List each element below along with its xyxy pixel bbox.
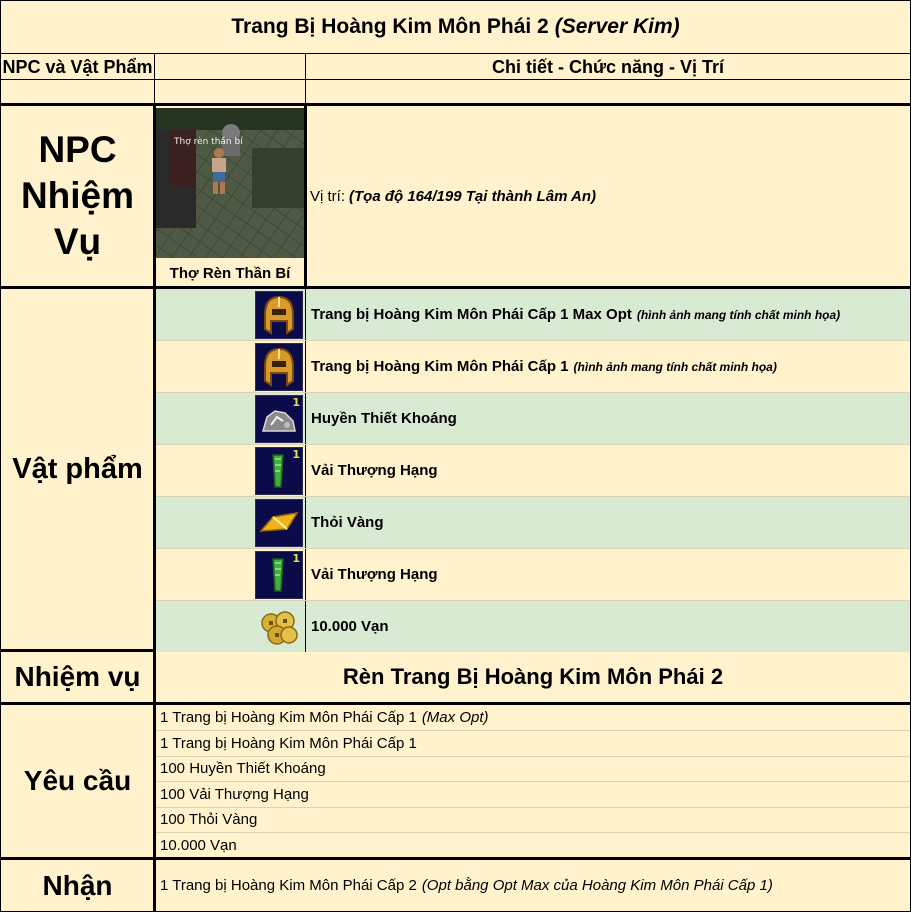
npc-screenshot xyxy=(156,108,304,258)
quest-name: Rèn Trang Bị Hoàng Kim Môn Phái 2 xyxy=(342,664,724,689)
npc-label-line2: Nhiệm xyxy=(20,175,135,216)
divider xyxy=(1,53,910,54)
requirement-row xyxy=(160,756,910,781)
location-prefix: Vị trí: xyxy=(310,187,346,205)
item-name: 10.000 Vạn xyxy=(311,618,389,635)
item-row-label xyxy=(306,497,910,548)
reward-section-label: Nhận xyxy=(42,869,113,901)
gold-helmet-icon xyxy=(255,291,303,339)
ore-icon xyxy=(255,395,303,443)
reward-text: 1 Trang bị Hoàng Kim Môn Phái Cấp 2 xyxy=(160,877,417,894)
requirement-text: 10.000 Vạn xyxy=(160,837,237,854)
divider xyxy=(1,79,910,80)
reward-note: (Opt bằng Opt Max của Hoàng Kim Môn Phái Cấp 1) xyxy=(421,877,773,894)
cloth-icon xyxy=(255,447,303,495)
requirement-row xyxy=(160,731,910,756)
item-row-label xyxy=(306,445,910,496)
requirement-row xyxy=(160,782,910,807)
item-name: Vải Thượng Hạng xyxy=(311,462,438,479)
item-quantity-badge: 1 xyxy=(292,448,300,461)
requirement-row xyxy=(160,833,910,858)
item-quantity-badge: 1 xyxy=(292,396,300,409)
item-quantity-badge: 1 xyxy=(292,552,300,565)
divider xyxy=(1,103,910,106)
item-name: Trang bị Hoàng Kim Môn Phái Cấp 1 Max Opt xyxy=(311,306,632,323)
gold-helmet-icon xyxy=(255,343,303,391)
header-npc-items: NPC và Vật Phẩm xyxy=(2,56,153,77)
divider xyxy=(154,53,155,103)
requirement-text: 1 Trang bị Hoàng Kim Môn Phái Cấp 1 xyxy=(160,735,417,752)
item-name: Thỏi Vàng xyxy=(311,514,384,531)
npc-section-label xyxy=(1,106,154,286)
item-row-label xyxy=(306,341,910,392)
item-row-label xyxy=(306,289,910,340)
item-name: Huyền Thiết Khoáng xyxy=(311,410,457,427)
reward-detail xyxy=(160,860,910,911)
npc-name: Thợ Rèn Thần Bí xyxy=(169,264,291,282)
requirement-row xyxy=(160,807,910,832)
item-row-label xyxy=(306,601,910,652)
cloth-icon xyxy=(255,551,303,599)
title-main: Trang Bị Hoàng Kim Môn Phái 2 xyxy=(231,15,549,38)
npc-location xyxy=(310,106,910,286)
sheet-title xyxy=(1,1,910,53)
header-details: Chi tiết - Chức năng - Vị Trí xyxy=(491,56,725,77)
requirement-text: 100 Vải Thượng Hạng xyxy=(160,786,309,803)
item-note: (hình ảnh mang tính chất minh họa) xyxy=(636,307,841,322)
location-detail: (Tọa độ 164/199 Tại thành Lâm An) xyxy=(349,187,597,205)
npc-label-line1: NPC xyxy=(38,129,117,170)
quest-section-label: Nhiệm vụ xyxy=(14,661,141,692)
item-row-label xyxy=(306,393,910,444)
coins-icon xyxy=(255,603,303,651)
title-server: (Server Kim) xyxy=(554,15,680,38)
items-section-label: Vật phẩm xyxy=(12,452,143,485)
requirements-section-label: Yêu cầu xyxy=(23,765,132,796)
divider xyxy=(304,103,307,286)
item-note: (hình ảnh mang tính chất minh họa) xyxy=(573,359,777,374)
requirement-note: (Max Opt) xyxy=(421,709,489,726)
item-row-label xyxy=(306,549,910,600)
divider xyxy=(305,53,306,103)
requirement-row xyxy=(160,705,910,730)
gold-bar-icon xyxy=(255,499,303,547)
npc-screenshot-caption: Thợ rèn thần bí xyxy=(174,137,243,147)
item-name: Vải Thượng Hạng xyxy=(311,566,438,583)
npc-scene-image xyxy=(156,108,304,258)
item-name: Trang bị Hoàng Kim Môn Phái Cấp 1 xyxy=(311,358,569,375)
requirement-text: 100 Thỏi Vàng xyxy=(160,811,258,828)
requirement-text: 1 Trang bị Hoàng Kim Môn Phái Cấp 1 xyxy=(160,709,417,726)
requirement-text: 100 Huyền Thiết Khoáng xyxy=(160,760,326,777)
npc-label-line3: Vụ xyxy=(53,221,102,262)
